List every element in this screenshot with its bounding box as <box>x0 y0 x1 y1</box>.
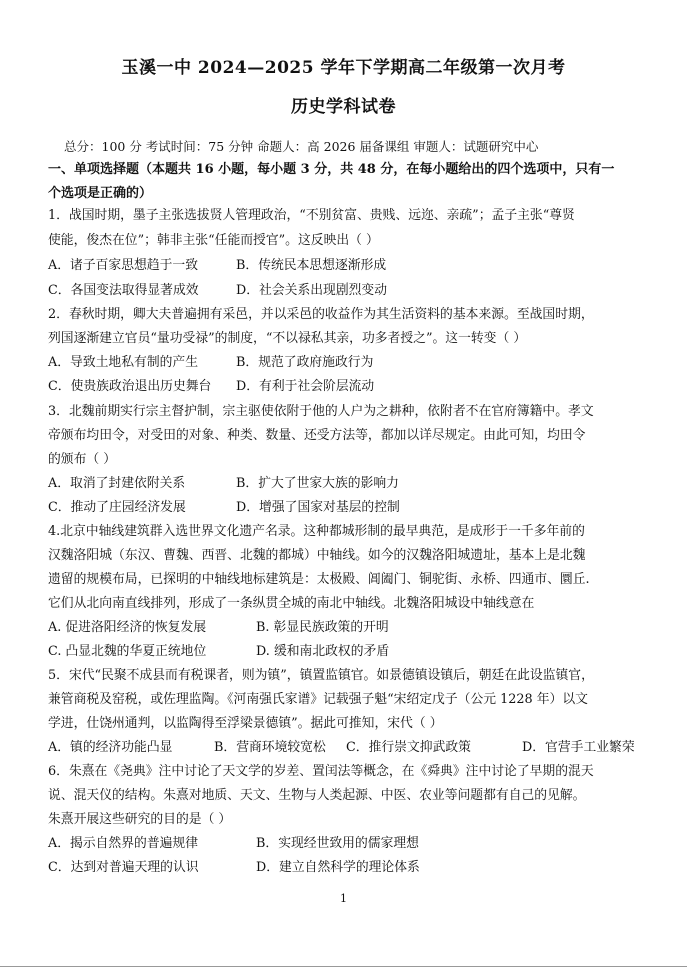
answer-option: B．传统民本思想逐渐形成 <box>236 258 387 273</box>
question-line: 2．春秋时期，卿大夫普遍拥有采邑，并以采邑的收益作为其生活资料的基本来源。至战国时期， <box>48 307 594 322</box>
answer-option: D．有利于社会阶层流动 <box>236 379 375 394</box>
answer-option: D. 缓和南北政权的矛盾 <box>256 644 390 659</box>
question-line: 说、混天仪的结构。朱熹对地质、天文、生物与人类起源、中医、农业等问题都有自己的见解。 <box>48 788 586 803</box>
question-line: 朱熹开展这些研究的目的是（ ） <box>48 812 232 827</box>
question-line: 1．战国时期，墨子主张选拔贤人管理政治，“不别贫富、贵贱、远迩、亲疏”；孟子主张“尊贤 <box>48 208 575 223</box>
answer-option: C．推行崇文抑武政策 <box>346 740 471 755</box>
page-bottom-rule <box>0 966 687 967</box>
answer-option: A．诸子百家思想趋于一致 <box>48 258 199 273</box>
answer-option: C. 凸显北魏的华夏正统地位 <box>48 644 207 659</box>
exam-subtitle: 历史学科试卷 <box>291 97 396 117</box>
answer-option: C．推动了庄园经济发展 <box>48 500 186 515</box>
question-line: 4.北京中轴线建筑群入选世界文化遗产名录。这种都城形制的最早典范，是成形于一千多年前的 <box>48 524 585 539</box>
answer-option: A．导致土地私有制的产生 <box>48 355 199 370</box>
question-line: 5．宋代“民聚不成县而有税课者，则为镇”，镇置监镇官。如景德镇设镇后，朝廷在此设监镇官， <box>48 668 594 683</box>
answer-option: A．揭示自然界的普遍规律 <box>48 836 199 851</box>
answer-option: A．取消了封建依附关系 <box>48 476 186 491</box>
answer-option: D．社会关系出现剧烈变动 <box>236 283 388 298</box>
question-line: 的颁布（ ） <box>48 452 117 467</box>
answer-option: B．规范了政府施政行为 <box>236 355 374 370</box>
answer-option: D．官营手工业繁荣 <box>522 740 635 755</box>
answer-option: B．营商环境较宽松 <box>214 740 326 755</box>
question-line: 6．朱熹在《尧典》注中讨论了天文学的岁差、置闰法等概念，在《舜典》注中讨论了早期的混天 <box>48 764 594 779</box>
question-line: 兼管商税及窑税，或佐理监陶。《河南强氏家谱》记载强子魁“宋绍定戊子（公元 1228 年）以文 <box>48 692 588 707</box>
answer-option: B. 彰显民族政策的开明 <box>256 620 389 635</box>
answer-option: B．扩大了世家大族的影响力 <box>236 476 399 491</box>
answer-option: A. 促进洛阳经济的恢复发展 <box>48 620 207 635</box>
question-line: 列国逐渐建立官员“量功受禄”的制度，“不以禄私其亲，功多者授之”。这一转变（ ） <box>48 331 527 346</box>
answer-option: C．达到对普遍天理的认识 <box>48 860 199 875</box>
answer-option: D．增强了国家对基层的控制 <box>236 500 400 515</box>
exam-title: 玉溪一中 2024—2025 学年下学期高二年级第一次月考 <box>121 58 566 78</box>
answer-option: D．建立自然科学的理论体系 <box>256 860 420 875</box>
section-heading: 一、单项选择题（本题共 16 小题，每小题 3 分，共 48 分，在每小题给出的四个选项中，只有一 <box>48 162 615 177</box>
question-line: 学进，仕饶州通判，以监陶得至浮梁景德镇”。据此可推知，宋代（ ） <box>48 716 443 731</box>
exam-info: 总分：100 分 考试时间：75 分钟 命题人：高 2026 届备课组 审题人：试题研究中心 <box>64 139 539 154</box>
answer-option: C．使贵族政治退出历史舞台 <box>48 379 212 394</box>
question-line: 遗留的规模布局，已探明的中轴线地标建筑是：太极殿、阊阖门、铜驼街、永桥、四通市、圜丘. <box>48 572 590 587</box>
question-line: 帝颁布均田令，对受田的对象、种类、数量、还受方法等，都加以详尽规定。由此可知，均田令 <box>48 428 586 443</box>
question-line: 它们从北向南直线排列，形成了一条纵贯全城的南北中轴线。北魏洛阳城设中轴线意在 <box>48 596 535 611</box>
question-line: 汉魏洛阳城（东汉、曹魏、西晋、北魏的都城）中轴线。如今的汉魏洛阳城遗址，基本上是北魏 <box>48 548 586 563</box>
section-heading-cont: 个选项是正确的） <box>48 186 153 201</box>
question-line: 使能，俊杰在位”；韩非主张“任能而授官”。这反映出（ ） <box>48 233 379 248</box>
answer-option: C．各国变法取得显著成效 <box>48 283 199 298</box>
question-line: 3．北魏前期实行宗主督护制，宗主驱使依附于他的人户为之耕种，依附者不在官府簿籍中。孝文 <box>48 404 594 419</box>
answer-option: B．实现经世致用的儒家理想 <box>256 836 419 851</box>
page-number: 1 <box>340 892 347 905</box>
answer-option: A．镇的经济功能凸显 <box>48 740 173 755</box>
